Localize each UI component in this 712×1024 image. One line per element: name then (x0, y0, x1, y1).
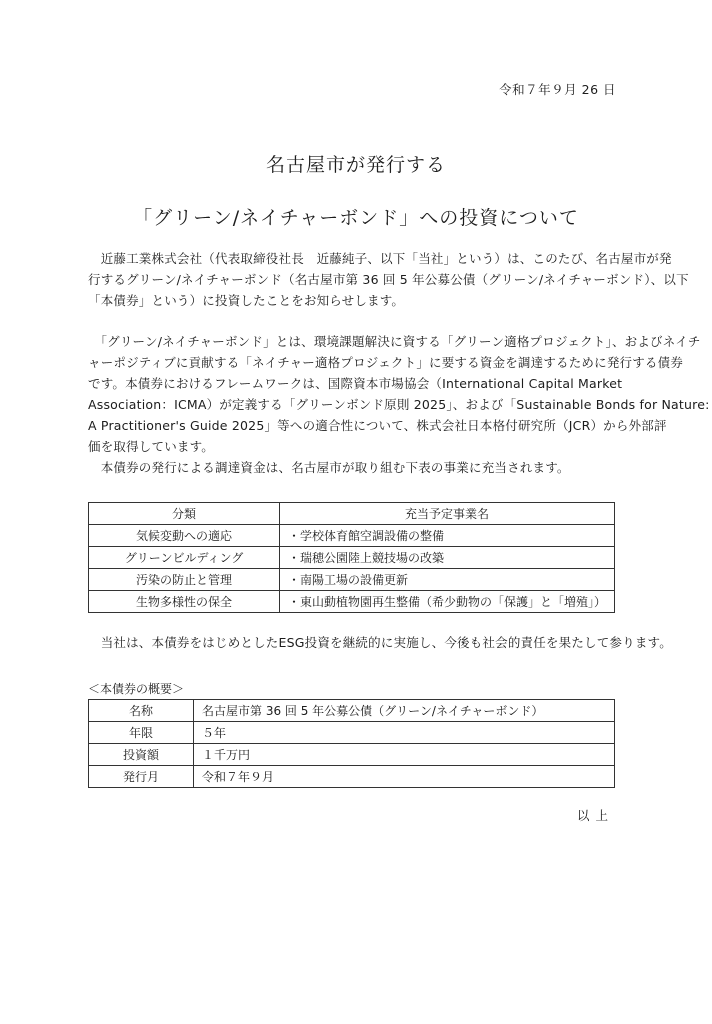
closing-mark: 以上 (576, 808, 614, 823)
table-row (89, 700, 615, 722)
summary-table (88, 699, 615, 788)
summary-caption: ＜本債券の概要＞ (88, 682, 185, 696)
paragraph-line: 本債券の発行による調達資金は、名古屋市が取り組む下表の事業に充当されます。 (88, 460, 570, 475)
summary-key: 発行月 (89, 766, 194, 788)
table-header-project: 充当予定事業名 (279, 503, 614, 525)
summary-value: ５年 (194, 722, 615, 744)
paragraph-line: A Practitioner's Guide 2025」等への適合性について、株式会社日本格付研究所（JCR）から外部評 (88, 418, 667, 433)
paragraph-line: 近藤工業株式会社（代表取締役社長 近藤純子、以下「当社」という）は、このたび、名古屋市が発 (88, 251, 672, 266)
table-row (89, 766, 615, 788)
summary-value: 名古屋市第 36 回 5 年公募公債（グリーン/ネイチャーボンド） (194, 700, 615, 722)
table-header-category: 分類 (89, 503, 280, 525)
table-header-row (89, 503, 615, 525)
allocation-table (88, 502, 615, 613)
table-row (89, 547, 615, 569)
summary-value: 令和７年９月 (194, 766, 615, 788)
table-row (89, 722, 615, 744)
paragraph-line: です。本債券におけるフレームワークは、国際資本市場協会（International Capital Market (88, 376, 623, 391)
table-cell-category: 気候変動への適応 (89, 525, 280, 547)
table-cell-project: ・学校体育館空調設備の整備 (279, 525, 614, 547)
paragraph-line: 当社は、本債券をはじめとしたESG投資を継続的に実施し、今後も社会的責任を果たして参ります。 (88, 635, 672, 650)
table-cell-category: 生物多様性の保全 (89, 591, 280, 613)
table-cell-project: ・瑞穂公園陸上競技場の改築 (279, 547, 614, 569)
summary-key: 投資額 (89, 744, 194, 766)
paragraph-line: Association：ICMA）が定義する「グリーンボンド原則 2025」、および「Sustainable Bonds for Nature: (88, 397, 710, 412)
table-row (89, 591, 615, 613)
title-line-1: 名古屋市が発行する (265, 154, 446, 176)
paragraph-line: 行するグリーン/ネイチャーボンド（名古屋市第 36 回 5 年公募公債（グリーン/ネイチャーボンド）、以下 (88, 272, 689, 287)
paragraph-line: ャーポジティブに貢献する「ネイチャー適格プロジェクト」に要する資金を調達するために発行する債券 (88, 355, 684, 370)
intro-paragraph (88, 248, 689, 311)
table-row (89, 744, 615, 766)
table-cell-category: グリーンビルディング (89, 547, 280, 569)
table-cell-project: ・東山動植物園再生整備（希少動物の「保護」と「増殖」） (279, 591, 614, 613)
title-line-2: 「グリーン/ネイチャーボンド」への投資について (133, 207, 579, 229)
summary-value: １千万円 (194, 744, 615, 766)
table-row (89, 569, 615, 591)
table-cell-project: ・南陽工場の設備更新 (279, 569, 614, 591)
paragraph-line: 「本債券」という）に投資したことをお知らせします。 (88, 293, 405, 308)
document-date: 令和７年９月 26 日 (499, 82, 616, 97)
summary-key: 年限 (89, 722, 194, 744)
bond-description-paragraph (88, 331, 710, 478)
paragraph-line: 「グリーン/ネイチャーボンド」とは、環境課題解決に資する「グリーン適格プロジェクト」、およびネイチ (88, 334, 701, 349)
table-cell-category: 汚染の防止と管理 (89, 569, 280, 591)
paragraph-line: 価を取得しています。 (88, 439, 215, 454)
summary-key: 名称 (89, 700, 194, 722)
table-row (89, 525, 615, 547)
closing-paragraph (88, 632, 672, 653)
